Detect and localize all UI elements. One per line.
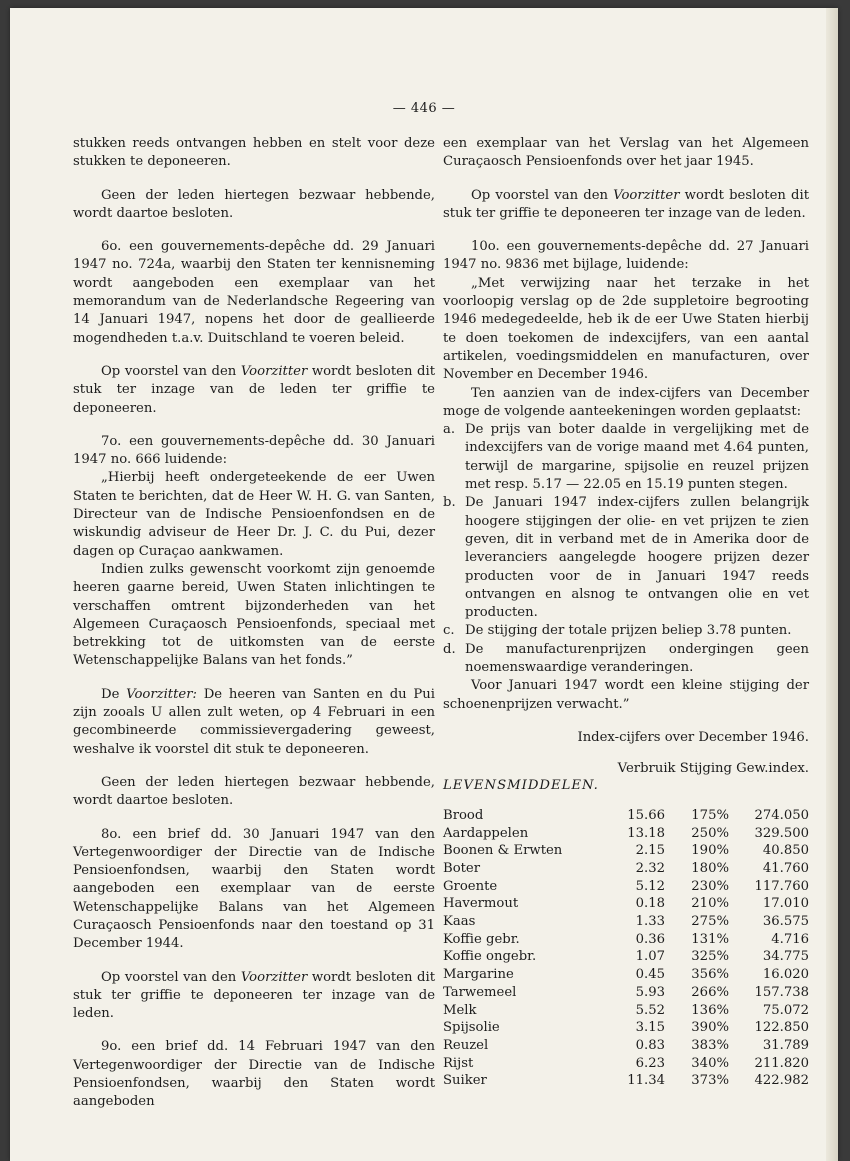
table-row (443, 1037, 809, 1055)
table-cell-gew: 117.760 (754, 878, 809, 894)
table-cell-verbruik: 15.66 (627, 807, 665, 823)
table-cell-gew: 4.716 (771, 931, 809, 947)
emphasis: Voorzitter (240, 969, 308, 985)
table-cell-verbruik: 5.12 (635, 878, 665, 894)
table-cell-gew: 75.072 (762, 1002, 809, 1018)
table-cell-verbruik: 11.34 (627, 1073, 665, 1089)
table-column-headers: Verbruik Stijging Gew.index. (617, 761, 809, 777)
table-row (443, 966, 809, 984)
table-cell-name: Aardappelen (443, 825, 529, 841)
table-row (443, 825, 809, 843)
table-cell-verbruik: 2.15 (635, 843, 665, 859)
emphasis: Voorzitter (613, 187, 680, 203)
table-cell-verbruik: 2.32 (635, 860, 665, 876)
list-item: a. De prijs van boter daalde in vergelijking met de indexcijfers van de vorige maand met 4.64 punten, terwijl de margarine, spijsolie en reuzel prijzen met resp. 5.17 — 22.05 en 15.19 punten stegen. (443, 422, 809, 493)
table-cell-name: Havermout (443, 896, 519, 912)
table-cell-verbruik: 0.83 (635, 1037, 665, 1053)
table-cell-gew: 422.982 (754, 1073, 809, 1089)
table-row (443, 913, 809, 931)
table-cell-stijging: 340% (691, 1055, 729, 1071)
table-cell-verbruik: 1.33 (635, 914, 665, 930)
table-cell-name: Spijsolie (443, 1020, 500, 1036)
table-cell-name: Koffie ongebr. (443, 949, 537, 965)
paragraph: 10o. een gouvernements-depêche dd. 27 Januari 1947 no. 9836 met bijlage, luidende: (443, 239, 809, 273)
table-cell-name: Groente (443, 878, 498, 894)
table-cell-gew: 329.500 (754, 825, 809, 841)
table-cell-stijging: 390% (691, 1020, 729, 1036)
table-row (443, 860, 809, 878)
paragraph: 8o. een brief dd. 30 Januari 1947 van den Vertegenwoordiger der Directie van de Indische Pensioenfondsen, waarbij den Staten wordt aangeboden een exemplaar van de eerste Wetenschappelijke Balans van het Algemeen Curaçaosch Pensioenfonds naar den toestand op 31 December 1944. (73, 826, 435, 952)
left-column (73, 135, 435, 1112)
table-row (443, 1055, 809, 1073)
table-cell-verbruik: 1.07 (635, 949, 665, 965)
table-cell-verbruik: 13.18 (627, 825, 665, 841)
table-cell-verbruik: 3.15 (635, 1020, 665, 1036)
paragraph: De Voorzitter: De heeren van Santen en du Pui zijn zooals U allen zult weten, op 4 Februari in een gecombineerde commissievergadering geweest, weshalve ik voorstel dit stuk te deponeeren. (73, 686, 435, 757)
table-cell-gew: 157.738 (754, 984, 809, 1000)
table-cell-stijging: 210% (691, 896, 729, 912)
table-cell-gew: 36.575 (762, 914, 809, 930)
table-cell-verbruik: 0.45 (635, 967, 665, 983)
notes-list (443, 421, 809, 677)
table-row (443, 948, 809, 966)
table-row (443, 1072, 809, 1090)
paragraph: Voor Januari 1947 wordt een kleine stijging der schoenenprijzen verwacht.” (443, 678, 809, 712)
paragraph: 9o. een brief dd. 14 Februari 1947 van den Vertegenwoordiger der Directie van de Indische Pensioenfondsen, waarbij den Staten wordt aangeboden (73, 1039, 435, 1110)
table-cell-stijging: 373% (691, 1073, 729, 1089)
table-cell-stijging: 230% (691, 878, 729, 894)
table-cell-gew: 31.789 (762, 1037, 809, 1053)
table-cell-stijging: 180% (691, 860, 729, 876)
table-cell-stijging: 275% (691, 914, 729, 930)
emphasis: Voorzitter: (126, 686, 197, 702)
list-item: b. De Januari 1947 index-cijfers zullen belangrijk hoogere stijgingen der olie- en vet prijzen te zien geven, dit in verband met de in Amerika door de leveranciers aangelegde hoogere prijzen dezer producten voor de in Januari 1947 reeds ontvangen en alsnog te ontvangen olie en vet producten. (443, 495, 809, 621)
table-cell-gew: 16.020 (762, 967, 809, 983)
paragraph: Geen der leden hiertegen bezwaar hebbende, wordt daartoe besloten. (73, 774, 435, 809)
table-cell-name: Melk (443, 1002, 477, 1018)
table-row (443, 931, 809, 949)
paragraph: 6o. een gouvernements-depêche dd. 29 Januari 1947 no. 724a, waarbij den Staten ter kennisneming wordt aangeboden een exemplaar van het memorandum van de Nederlandsche Regeering van 14 Januari 1947, nopens het door de geallieerde mogendheden t.a.v. Duitschland te voeren beleid. (73, 239, 435, 346)
table-cell-verbruik: 0.18 (635, 896, 665, 912)
page-number: — 446 — (392, 101, 456, 116)
table-cell-name: Tarwemeel (443, 984, 517, 1000)
table-row (443, 842, 809, 860)
table-cell-stijging: 131% (691, 931, 729, 947)
table-cell-stijging: 136% (691, 1002, 729, 1018)
table-cell-name: Kaas (443, 914, 476, 930)
emphasis: Voorzitter (240, 363, 308, 379)
table-cell-name: Boter (443, 860, 481, 876)
table-cell-name: Rijst (443, 1055, 474, 1071)
table-cell-name: Boonen & Erwten (443, 843, 563, 859)
table-cell-gew: 274.050 (754, 807, 809, 823)
paragraph: Op voorstel van den Voorzitter wordt besloten dit stuk ter griffie te deponeeren ter inzage van de leden. (73, 969, 436, 1022)
paragraph: een exemplaar van het Verslag van het Algemeen Curaçaosch Pensioenfonds over het jaar 1945. (443, 136, 809, 170)
table-cell-stijging: 325% (691, 949, 729, 965)
table-cell-name: Koffie gebr. (443, 931, 520, 947)
paragraph: „Hierbij heeft ondergeteekende de eer Uwen Staten te berichten, dat de Heer W. H. G. van Santen, Directeur van de Indische Pensioenfondsen en de wiskundig adviseur de Heer Dr. J. C. du Pui, dezer dagen op Curaçao aankwamen. (73, 470, 435, 559)
table-row (443, 1002, 809, 1020)
table-cell-stijging: 266% (691, 984, 729, 1000)
table-row (443, 878, 809, 896)
table-cell-gew: 34.775 (762, 949, 809, 965)
table-cell-stijging: 356% (691, 967, 729, 983)
table-cell-stijging: 190% (691, 843, 729, 859)
table-title: Index-cijfers over December 1946. (577, 729, 809, 745)
paragraph: stukken reeds ontvangen hebben en stelt voor deze stukken te deponeeren. (73, 136, 435, 170)
paragraph: „Met verwijzing naar het terzake in het voorloopig verslag op de 2de suppletoire begrooting 1946 medegedeelde, heb ik de eer Uwe Staten hierbij te doen toekomen de indexcijfers, van een aantal artikelen, voedingsmiddelen en manufacturen, over November en December 1946. (443, 275, 809, 383)
list-item: c. De stijging der totale prijzen beliep 3.78 punten. (443, 623, 792, 639)
table-cell-verbruik: 5.93 (635, 984, 665, 1000)
table-cell-gew: 41.760 (762, 860, 809, 876)
page-edge (826, 8, 838, 1161)
table-row (443, 807, 809, 825)
table-cell-name: Reuzel (443, 1037, 489, 1053)
document-page (10, 8, 838, 1161)
index-table (443, 807, 809, 1090)
table-cell-stijging: 383% (691, 1037, 729, 1053)
paragraph: 7o. een gouvernements-depêche dd. 30 Januari 1947 no. 666 luidende: (73, 433, 435, 468)
table-row (443, 895, 809, 913)
right-column (443, 135, 809, 1090)
table-cell-gew: 122.850 (754, 1020, 809, 1036)
table-category: LEVENSMIDDELEN. (443, 777, 599, 793)
table-cell-verbruik: 6.23 (635, 1055, 665, 1071)
table-cell-gew: 17.010 (762, 896, 809, 912)
paragraph: Ten aanzien van de index-cijfers van December moge de volgende aanteekeningen worden geplaatst: (443, 385, 809, 419)
table-cell-verbruik: 0.36 (635, 931, 665, 947)
table-cell-verbruik: 5.52 (635, 1002, 665, 1018)
table-cell-gew: 40.850 (762, 843, 809, 859)
table-cell-stijging: 250% (691, 825, 729, 841)
paragraph: Indien zulks gewenscht voorkomt zijn genoemde heeren gaarne bereid, Uwen Staten inlichtingen te verschaffen omtrent bijzonderheden van het Algemeen Curaçaosch Pensioenfonds, speciaal met betrekking tot de uitkomsten van de eerste Wetenschappelijke Balans van het fonds.” (73, 561, 435, 669)
paragraph: Geen der leden hiertegen bezwaar hebbende, wordt daartoe besloten. (73, 187, 435, 221)
table-cell-name: Margarine (443, 967, 514, 983)
paragraph: Op voorstel van den Voorzitter wordt besloten dit stuk ter griffie te deponeeren ter inzage van de leden. (443, 187, 809, 221)
paragraph: Op voorstel van den Voorzitter wordt besloten dit stuk ter inzage van de leden ter griffie te deponeeren. (73, 363, 436, 416)
table-row (443, 1019, 809, 1037)
table-cell-gew: 211.820 (754, 1055, 809, 1071)
table-row (443, 984, 809, 1002)
list-item: d. De manufacturenprijzen ondergingen geen noemenswaardige veranderingen. (443, 641, 809, 676)
table-cell-name: Suiker (443, 1073, 487, 1089)
table-cell-name: Brood (443, 807, 484, 823)
table-cell-stijging: 175% (691, 807, 729, 823)
